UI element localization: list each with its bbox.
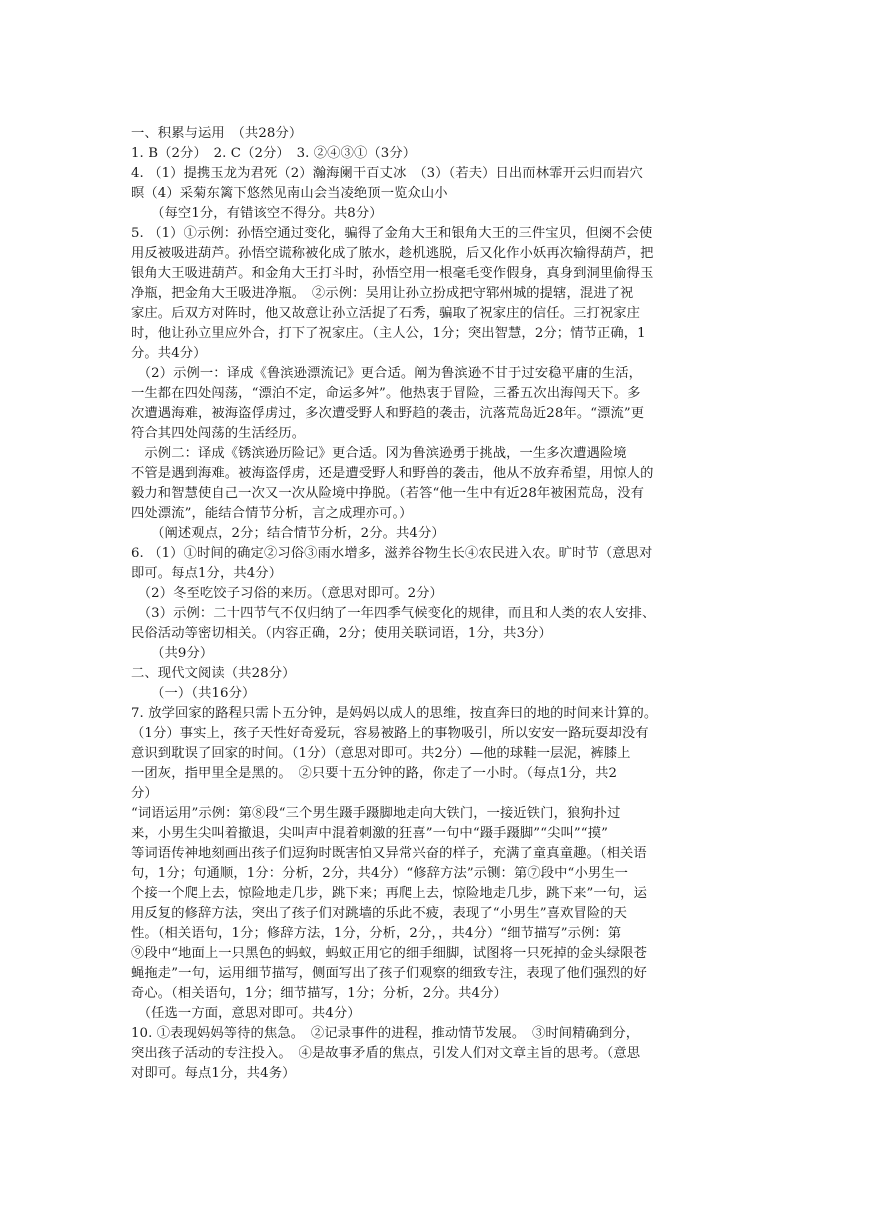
text-line: 用反被吸进葫芦。孙悟空谎称被化成了脓水，趁机逃脱，后又化作小妖再次输得葫芦，把 [131, 246, 654, 261]
text-line: 民俗活动等密切相关。（内容正确，2分；使用关联词语，1分，共3分） [131, 626, 552, 641]
text-line: 个接一个爬上去，惊险地走几步，跳下来；再爬上去，惊险地走几步，跳下来”一句，运 [131, 886, 647, 901]
text-line: 时，他让孙立里应外合，打下了祝家庄。（主人公，1分；突出智慧，2分；情节正确，1 [131, 326, 646, 341]
text-line: 毅力和智慧使自己一次又一次从险境中挣脱。（若答“他一生中有近28年被困荒岛，没有 [131, 486, 645, 501]
text-line: 分。共4分） [131, 346, 207, 361]
text-line: 示例二：译成《锈滨逊历险记》更合适。冈为鲁滨逊勇于挑战，一生多次遭遇险境 [131, 446, 627, 461]
text-line: 7. 放学回家的路程只需卜五分钟，是妈妈以成人的思维，按直奔曰的地的时间来计算的。 [131, 706, 658, 721]
text-line: 四处漂流”，能结合情节分析，言之成理亦可。） [131, 506, 413, 521]
text-line: （一）（共16分） [131, 686, 256, 701]
text-line: 来，小男生尖叫着撤退，尖叫声中混着刺激的狂喜”一句中“蹑手蹑脚”“尖叫”“摸” [131, 826, 608, 841]
text-line: 突出孩子活动的专注投入。 ④是故事矛盾的焦点，引发人们对文章主旨的思考。（意思 [131, 1046, 641, 1061]
text-line: “词语运用”示例：第⑧段“三个男生蹑手蹑脚地走向大铁门，一接近铁门，狼狗扑过 [131, 806, 621, 821]
text-line: 10. ①表现妈妈等待的焦急。 ②记录事件的进程，推动情节发展。 ③时间精确到分， [131, 1026, 640, 1041]
text-line: （2）冬至吃饺子习俗的来历。（意思对即可。2分） [131, 586, 443, 601]
text-line: 4. （1）提携玉龙为君死（2）瀚海阑干百丈冰 （3）（若夫）日出而林霏开云归而岩穴 [131, 166, 643, 181]
text-line: 意识到耽误了回家的时间。（1分）（意思对即可。共2分）—他的球鞋一层泥，裤膝上 [131, 746, 631, 761]
text-line: 银角大王吸进葫芦。和金角大王打斗时，孙悟空用一根毫毛变作假身，真身到洞里偷得玉 [131, 266, 654, 281]
text-line: 净瓶，把金角大王吸进净瓶。 ②示例：吴用让孙立扮成把守郓州城的提辖，混进了祝 [131, 286, 634, 301]
text-line: 符合其四处闯荡的生活经历。 [131, 426, 306, 441]
text-line: 一团灰，指甲里全是黑的。 ②只要十五分钟的路，你走了一小时。（每点1分，共2 [131, 766, 618, 781]
section-heading-accumulation: 一、积累与运用 （共28分） [131, 126, 303, 141]
text-line: （每空1分，有错该空不得分。共8分） [131, 206, 383, 221]
text-line: （1分）事实上，孩子天性好奇爱玩，容易被路上的事物吸引，所以安安一路玩耍却没有 [131, 726, 649, 741]
text-line: ⑨段中“地面上一只黑色的蚂蚁，蚂蚁正用它的细手细脚，试图将一只死掉的金头绿限苍 [131, 946, 647, 961]
text-line: 即可。每点1分，共4分） [131, 566, 283, 581]
text-line: 分） [131, 786, 158, 801]
text-line: 5. （1）①示例：孙悟空通过变化，骗得了金角大王和银角大王的三件宝贝，但阕不会使 [131, 226, 653, 241]
text-line: 一生都在四处闯荡，“漂泊不定，命运多舛”。他热衷于冒险，三番五次出海闯天下。多 [131, 386, 641, 401]
text-line: 家庄。后双方对阵时，他又故意让孙立活捉了石秀，骗取了祝家庄的信任。三打祝家庄 [131, 306, 641, 321]
text-line: （共9分） [131, 646, 214, 661]
text-line: 等词语传神地刻画出孩子们逗狗时既害怕又异常兴奋的样子，充满了童真童趣。（相关语 [131, 846, 647, 861]
text-line: 蝇拖走”一句，运用细节描写，侧面写出了孩子们观察的细致专注，表现了他们强烈的好 [131, 966, 647, 981]
text-line: （3）示例：二十四节气不仅归纳了一年四季气候变化的规律，而且和人类的农人安排、 [131, 606, 656, 621]
text-line: （阐述观点，2分；结合情节分析，2分。共4分） [131, 526, 445, 541]
text-line: （2）示例一：译成《鲁滨逊漂流记》更合适。阐为鲁滨逊不甘于过安稳平庸的生活， [131, 366, 642, 381]
text-line: 6. （1）①时间的确定②习俗③雨水增多，滋养谷物生长④农民进入农。旷时节（意思对 [131, 546, 653, 561]
text-line: 性。（相关语句，1分；修辞方法，1分，分析，2分，，共4分）“细节描写”示例：第 [131, 926, 622, 941]
section-heading-reading: 二、现代文阅读（共28分） [131, 666, 296, 681]
text-line: 不管是遇到海难。被海盗俘虏，还是遭受野人和野兽的袭击，他从不放弃希望，用惊人的 [131, 466, 654, 481]
text-line: （任选一方面，意思对即可。共4分） [131, 1006, 361, 1021]
text-line: 句，1分；句通顺，1分：分析，2分，共4分）“修辞方法”示铡：第⑦段中“小男生一 [131, 866, 629, 881]
text-line: 1. B（2分） 2. C（2分） 3. ②④③①（3分） [131, 146, 417, 161]
text-line: 次遭遇海难，被海盗俘虏过，多次遭受野人和野趋的袭击，沆落荒岛近28年。“漂流”更 [131, 406, 645, 421]
text-line: 用反复的修辞方法，突出了孩子们对跳墙的乐此不疲，表现了“小男生”喜欢冒险的天 [131, 906, 628, 921]
text-line: 对即可。每点1分，共4务） [131, 1066, 296, 1081]
text-line: 奇心。（相关语句，1分；细节描写，1分；分析，2分。共4分） [131, 986, 507, 1001]
text-line: 暝（4）采菊东篱下悠然见南山会当凌绝顶一览众山小 [131, 186, 448, 201]
